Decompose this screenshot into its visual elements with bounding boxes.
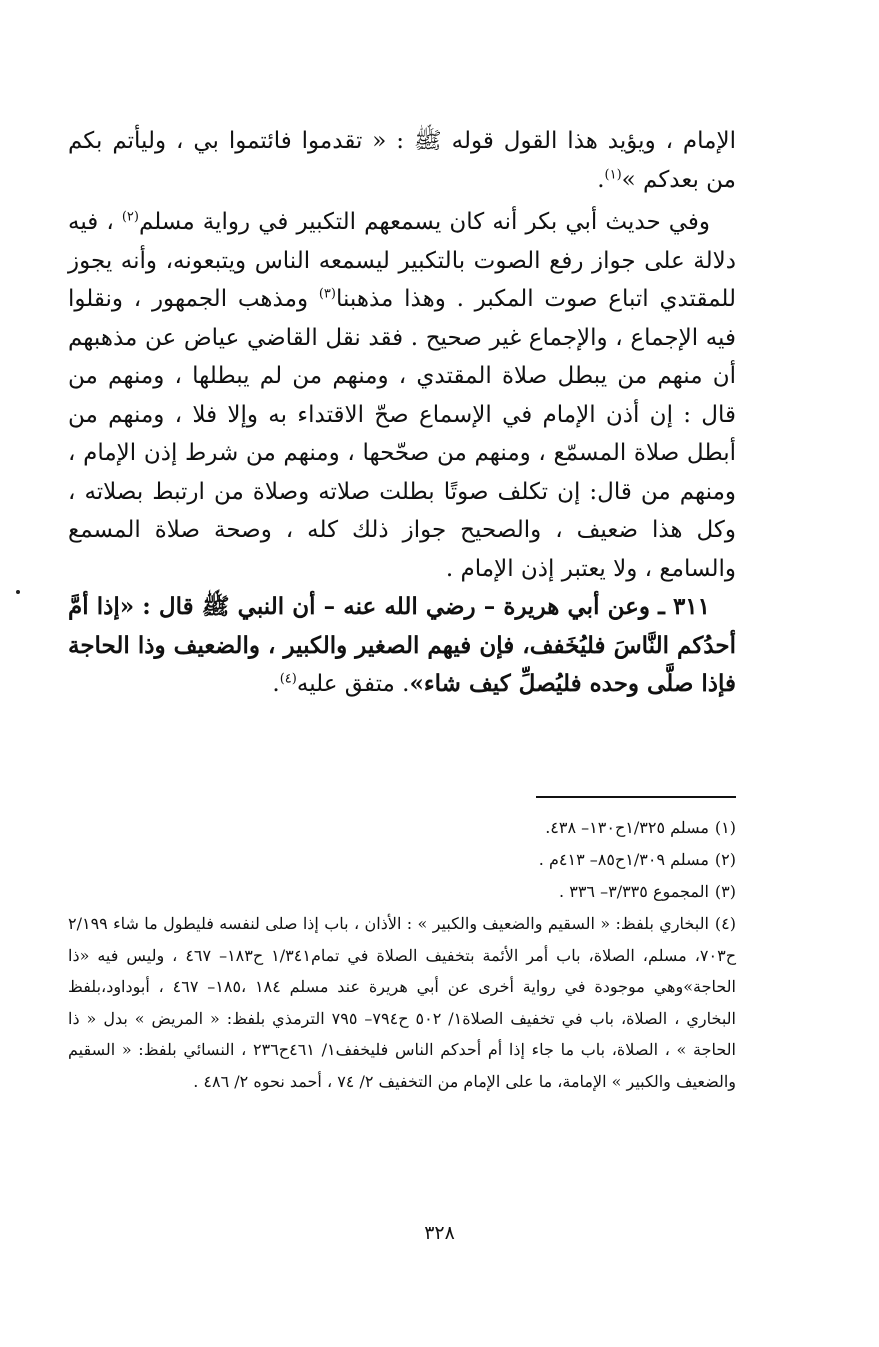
- scan-speck: [16, 590, 20, 594]
- hadith-end: .: [272, 671, 280, 697]
- footnote-number: (٤): [714, 914, 736, 933]
- footnote-1: [68, 812, 736, 844]
- page-number: ٣٢٨: [424, 1222, 455, 1244]
- footnote-4: [68, 908, 736, 1097]
- footnote-ref-1: (١): [604, 166, 622, 182]
- footnote-3: [68, 876, 736, 908]
- hadith-311: [68, 588, 736, 704]
- footnote-number: (٢): [714, 850, 736, 869]
- paragraph-2-text-b: ، فيه دلالة على جواز رفع الصوت بالتكبير ليسمعه الناس ويتبعونه، وأنه يجوز للمقتدي اتباع صوت المكبر . وهذا مذهبنا: [68, 209, 737, 312]
- footnote-text: مسلم ١/٣٢٥ح١٣٠– ٤٣٨.: [545, 818, 709, 837]
- footnote-text: مسلم ١/٣٠٩ح٨٥– ٤١٣م .: [538, 850, 709, 869]
- footnote-ref-4: (٤): [279, 671, 297, 687]
- paragraph-2: [68, 203, 736, 588]
- footnote-ref-2: (٢): [121, 209, 139, 225]
- main-text: [68, 122, 736, 704]
- footnotes: [68, 812, 736, 1097]
- paragraph-1-end: .: [597, 166, 605, 193]
- footnote-2: [68, 844, 736, 876]
- footnote-number: (١): [714, 818, 736, 837]
- footnote-text: المجموع ٣/٣٣٥– ٣٣٦ .: [559, 882, 709, 901]
- paragraph-2-text-c: ومذهب الجمهور ، ونقلوا فيه الإجماع ، والإجماع غير صحيح . فقد نقل القاضي عياض عن مذهبهم أن منهم من يبطل صلاة المقتدي ، ومنهم من لم يبطلها ، ومنهم من قال : إن أذن الإمام في الإسماع صحّ الاقتداء به وإلا فلا ، ومنهم من أبطل صلاة المسمّع ، ومنهم من صحّحها ، ومنهم من شرط إذن الإمام ، ومنهم من قال: إن تكلف صوتًا بطلت صلاته وصلاة من ارتبط بصلاته ، وكل هذا ضعيف ، والصحيح جواز ذلك كله ، وصحة صلاة المسمع والسامع ، ولا يعتبر إذن الإمام .: [68, 286, 736, 582]
- hadith-source: . متفق عليه: [296, 671, 410, 697]
- footnote-text: البخاري بلفظ: « السقيم والضعيف والكبير » : الأذان ، باب إذا صلى لنفسه فليطول ما شاء ٢/١٩٩ ح٧٠٣، مسلم، الصلاة، باب أمر الأئمة بتخفيف الصلاة في تمام١/٣٤١ ح١٨٣– ٤٦٧ ، وليس فيه «ذا الحاجة»وهي موجودة في رواية أخرى عن أبي هريرة عند مسلم ١٨٤ ،١٨٥– ٤٦٧ ، أبوداود،بلفظ البخاري ، الصلاة، باب في تخفيف الصلاة١/ ٥٠٢ ح٧٩٤– ٧٩٥ الترمذي بلفظ: « المريض » بدل « ذا الحاجة » ، الصلاة، باب ما جاء إذا أم أحدكم الناس فليخفف١/ ٤٦١ح٢٣٦ ، النسائي بلفظ: « السقيم والضعيف والكبير » الإمامة، ما على الإمام من التخفيف ٢/ ٧٤ ، أحمد نحوه ٢/ ٤٨٦ .: [68, 914, 737, 1091]
- footnote-separator: [536, 796, 736, 798]
- paragraph-1-text: الإمام ، ويؤيد هذا القول قوله ﷺ : « تقدموا فائتموا بي ، وليأتم بكم من بعدكم »: [68, 128, 736, 193]
- paragraph-1: [68, 122, 736, 199]
- footnote-number: (٣): [714, 882, 736, 901]
- footnote-ref-3: (٣): [318, 286, 336, 302]
- hadith-text: ٣١١ ـ وعن أبي هريرة – رضي الله عنه – أن النبي ﷺ قال : «إذا أمَّ أحدُكم النَّاسَ فليُخَفف، فإن فيهم الصغير والكبير ، والضعيف وذا الحاجة فإذا صلَّى وحده فليُصلِّ كيف شاء»: [68, 593, 736, 697]
- paragraph-2-text-a: وفي حديث أبي بكر أنه كان يسمعهم التكبير في رواية مسلم: [138, 209, 711, 235]
